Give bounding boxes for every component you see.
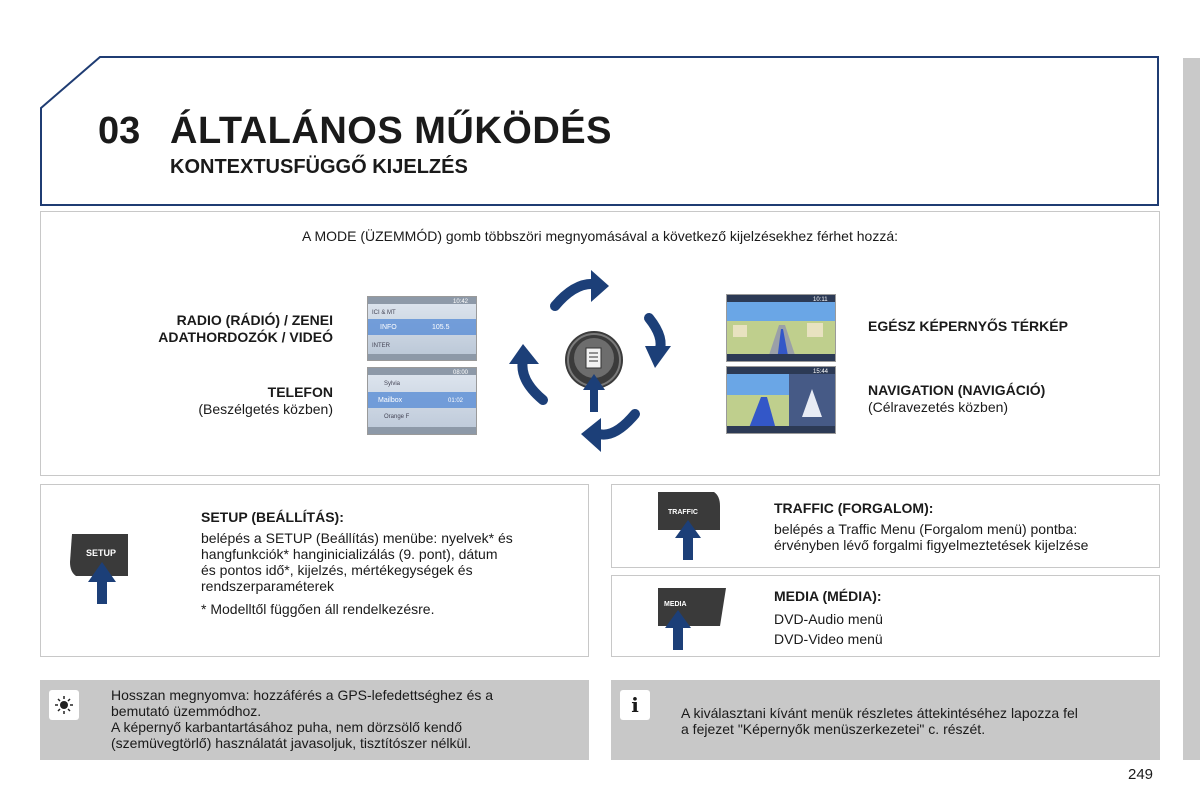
setup-line: rendszerparaméterek	[201, 578, 335, 594]
tip-note-line: Hosszan megnyomva: hozzáférés a GPS-lefedettséghez és a	[111, 687, 494, 703]
navigation-screen-time: 15:44	[813, 369, 829, 375]
radio-screen-row: INTER	[372, 343, 390, 349]
phone-screen-thumbnail	[367, 367, 477, 435]
media-title: MEDIA (MÉDIA):	[774, 588, 882, 604]
radio-screen-row: INFO	[380, 324, 397, 331]
traffic-description	[774, 521, 1154, 553]
tip-note-text	[111, 687, 581, 751]
traffic-title: TRAFFIC (FORGALOM):	[774, 500, 934, 516]
media-button-label: MEDIA	[664, 601, 687, 608]
telefon-label-title: TELEFON	[267, 384, 333, 400]
setup-line: belépés a SETUP (Beállítás) menübe: nyelvek* és	[201, 530, 513, 546]
chapter-number: 03	[98, 110, 141, 152]
light-tip-icon	[49, 690, 79, 720]
setup-line: és pontos idő*, kijelzés, mértékegységek és	[201, 562, 473, 578]
media-description	[774, 609, 883, 649]
setup-title: SETUP (BEÁLLÍTÁS):	[201, 509, 344, 525]
radio-screen-frequency: 105.5	[432, 324, 450, 331]
traffic-button-label: TRAFFIC	[668, 509, 698, 516]
chapter-subtitle: KONTEXTUSFÜGGŐ KIJELZÉS	[170, 156, 468, 178]
radio-label-line2: ADATHORDOZÓK / VIDEÓ	[158, 329, 333, 345]
radio-screen-row: ICI & MT	[372, 310, 396, 316]
navigation-screen-thumbnail	[726, 366, 836, 434]
navigation-label-sub: (Célravezetés közben)	[868, 399, 1009, 415]
setup-button-label: SETUP	[86, 548, 117, 558]
radio-label-line1: RADIO (RÁDIÓ) / ZENEI	[176, 312, 333, 328]
info-note-line: A kiválasztani kívánt menük részletes áttekintéséhez lapozza fel	[681, 705, 1078, 721]
mode-intro-text: A MODE (ÜZEMMÓD) gomb többszöri megnyomásával a következő kijelzésekhez férhet hozzá:	[301, 228, 898, 244]
mode-cycle-diagram	[495, 262, 695, 462]
setup-footnote: * Modelltől függően áll rendelkezésre.	[201, 601, 435, 617]
radio-screen-thumbnail	[367, 296, 477, 361]
media-line: DVD-Audio menü	[774, 611, 883, 627]
setup-line: hangfunkciók* hanginicializálás (9. pont), dátum	[201, 546, 498, 562]
cycle-arrow-right	[645, 318, 671, 368]
page-number: 249	[1128, 766, 1154, 783]
cycle-arrow-bottom	[581, 414, 635, 452]
mode-button-icon	[565, 331, 623, 412]
phone-screen-time: 08:00	[453, 370, 469, 376]
navigation-label	[868, 382, 1148, 416]
page-edge-bar	[1183, 58, 1200, 760]
traffic-line: érvényben lévő forgalmi figyelmeztetések kijelzése	[774, 537, 1089, 553]
radio-label	[100, 312, 333, 346]
chapter-title: ÁLTALÁNOS MŰKÖDÉS	[170, 110, 612, 152]
phone-screen-row: Mailbox	[378, 397, 403, 404]
map-screen-thumbnail	[726, 294, 836, 362]
telefon-label	[100, 384, 333, 418]
navigation-label-title: NAVIGATION (NAVIGÁCIÓ)	[868, 382, 1046, 398]
phone-screen-call-time: 01:02	[448, 398, 464, 404]
setup-button-icon	[66, 532, 138, 608]
setup-description	[201, 530, 581, 594]
traffic-button-icon	[654, 490, 724, 562]
info-note-line: a fejezet "Képernyők menüszerkezetei" c. részét.	[681, 721, 986, 737]
phone-screen-row: Orange F	[384, 414, 410, 420]
telefon-label-sub: (Beszélgetés közben)	[198, 401, 333, 417]
tip-note-line: A képernyő karbantartásához puha, nem dörzsölő kendő	[111, 719, 463, 735]
media-button-icon	[654, 586, 730, 652]
media-line: DVD-Video menü	[774, 631, 883, 647]
info-icon: i	[620, 690, 650, 720]
traffic-line: belépés a Traffic Menu (Forgalom menü) pontba:	[774, 521, 1078, 537]
info-note-text	[681, 705, 1151, 737]
cycle-arrow-top	[555, 270, 609, 306]
cycle-arrow-left	[509, 344, 543, 400]
radio-screen-time: 10:42	[453, 299, 469, 305]
tip-note-line: (szemüvegtörlő) használatát javasoljuk, tisztítószer nélkül.	[111, 735, 472, 751]
map-label: EGÉSZ KÉPERNYŐS TÉRKÉP	[868, 318, 1068, 334]
map-screen-time: 10:11	[813, 297, 828, 303]
phone-screen-row: Sylvia	[384, 381, 401, 387]
tip-note-line: bemutató üzemmódhoz.	[111, 703, 262, 719]
